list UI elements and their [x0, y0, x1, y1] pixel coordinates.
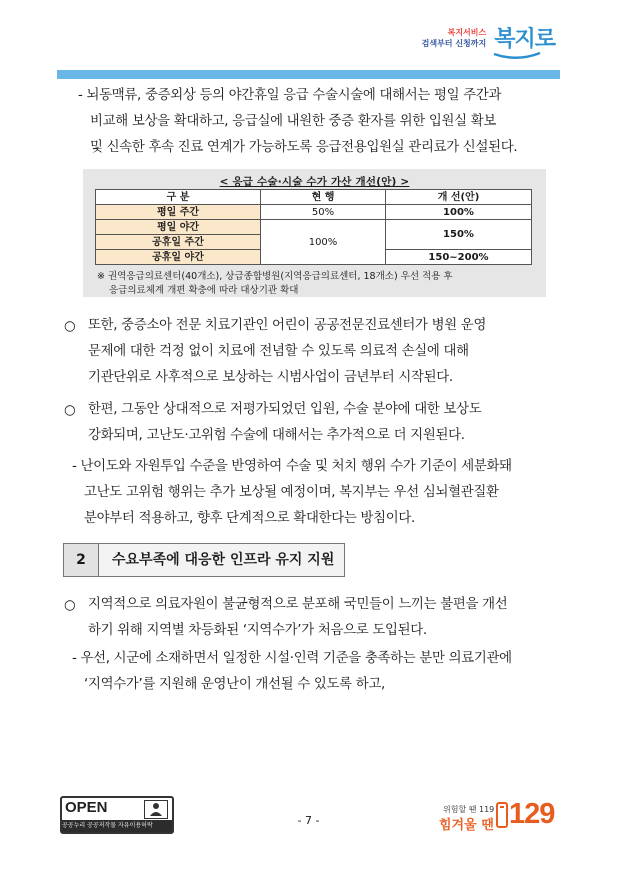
table-header-row: [96, 190, 532, 205]
logo-line1: 복지서비스: [447, 27, 487, 37]
paragraph-inpatient-surgery: [88, 397, 481, 449]
text-line: - 뇌동맥류, 중증외상 등의 야간휴일 응급 수술시술에 대해서는 평일 주간과: [78, 88, 502, 103]
logo-tagline: [422, 27, 487, 49]
text-line: - 난이도와 자원투입 수준을 반영하여 수술 및 처치 행위 수가 기준이 세분화돼: [72, 459, 512, 474]
fee-table-box: [83, 169, 546, 297]
bullet-circle: ○: [64, 319, 76, 334]
table-header: 구 분: [96, 190, 261, 205]
paragraph-children-center: [88, 313, 486, 391]
table-row: [96, 220, 532, 235]
open-label: OPEN: [65, 799, 108, 816]
section-title: 수요부족에 대응한 인프라 유지 지원: [112, 552, 335, 568]
section-header: [63, 543, 345, 577]
hotline-small-text: 위험할 땐 119: [443, 805, 495, 814]
header-bar: [57, 70, 560, 79]
table-header: 현 행: [261, 190, 386, 205]
hotline-big-text: 힘겨울 땐: [439, 818, 494, 833]
header-logo[interactable]: [422, 22, 555, 53]
text-line: 분야부터 적용하고, 향후 단계적으로 확대한다는 방침이다.: [84, 511, 415, 526]
text-line: 강화되며, 고난도·고위험 수술에 대해서는 추가적으로 더 지원된다.: [88, 428, 465, 443]
text-line: 비교해 보상을 확대하고, 응급실에 내원한 중증 환자를 위한 입원실 확보: [90, 114, 496, 129]
table-cell-improved: 150~200%: [386, 250, 532, 265]
bullet-circle: ○: [64, 403, 76, 418]
hotline-logo[interactable]: [423, 796, 563, 834]
text-line: 문제에 대한 걱정 없이 치료에 전념할 수 있도록 의료적 손실에 대해: [88, 344, 469, 359]
text-line: ‘지역수가’를 지원해 운영난이 개선될 수 있도록 하고,: [84, 677, 385, 692]
table-caption-text: < 응급 수술·시술 수가 가산 개선(안) >: [219, 176, 410, 188]
text-line: 한편, 그동안 상대적으로 저평가되었던 입원, 수술 분야에 대한 보상도: [88, 402, 482, 417]
paragraph-childbirth-support: [72, 646, 512, 698]
paragraph-difficulty-fee: [72, 454, 512, 532]
text-line: 고난도 고위험 행위는 추가 보상될 예정이며, 복지부는 우선 심뇌혈관질환: [84, 485, 499, 500]
table-cell-label: 평일 야간: [96, 220, 261, 235]
paragraph-emergency-surgery: [78, 83, 517, 161]
logo-mark-text: 복지로: [494, 26, 555, 52]
text-line: - 우선, 시군에 소재하면서 일정한 시설·인력 기준을 충족하는 분만 의료기관에: [72, 651, 512, 666]
page-number: - 7 -: [297, 814, 320, 827]
logo-swoosh-icon: [492, 50, 542, 60]
table-note-line: ※ 권역응급의료센터(40개소), 상급종합병원(지역응급의료센터, 18개소) 우선 적용 후: [97, 271, 453, 282]
table-cell-label: 공휴일 야간: [96, 250, 261, 265]
text-line: 하기 위해 지역별 차등화된 ‘지역수가’가 처음으로 도입된다.: [88, 623, 427, 638]
table-cell-label: 공휴일 주간: [96, 235, 261, 250]
text-line: 지역적으로 의료자원이 불균형적으로 분포해 국민들이 느끼는 불편을 개선: [88, 597, 508, 612]
hotline-number: 129: [509, 798, 555, 830]
table-cell-label: 평일 주간: [96, 205, 261, 220]
phone-icon: [495, 802, 509, 828]
table-cell-improved: 100%: [386, 205, 532, 220]
table-row: [96, 205, 532, 220]
table-cell-current: 100%: [261, 220, 386, 265]
bullet-circle: ○: [64, 598, 76, 613]
table-header: 개 선(안): [386, 190, 532, 205]
text-line: 기관단위로 사후적으로 보상하는 시범사업이 금년부터 시작된다.: [88, 370, 453, 385]
logo-line2: 검색부터 신청까지: [421, 38, 487, 48]
text-line: 및 신속한 후속 진료 연계가 가능하도록 응급전용입원실 관리료가 신설된다.: [90, 140, 518, 155]
fee-table: [95, 189, 532, 265]
open-strip: 공공누리 공공저작물 자유이용허락: [62, 820, 172, 832]
section-number: 2: [64, 544, 99, 576]
table-note-line: 응급의료체계 개편 확충에 따라 대상기관 확대: [109, 285, 299, 296]
text-line: 또한, 중증소아 전문 치료기관인 어린이 공공전문진료센터가 병원 운영: [88, 318, 487, 333]
table-cell-improved: 150%: [386, 220, 532, 250]
paragraph-regional-fee: [88, 592, 507, 644]
logo-mark: [494, 22, 555, 53]
table-cell-current: 50%: [261, 205, 386, 220]
table-note: [97, 270, 453, 298]
table-caption: [83, 174, 546, 189]
